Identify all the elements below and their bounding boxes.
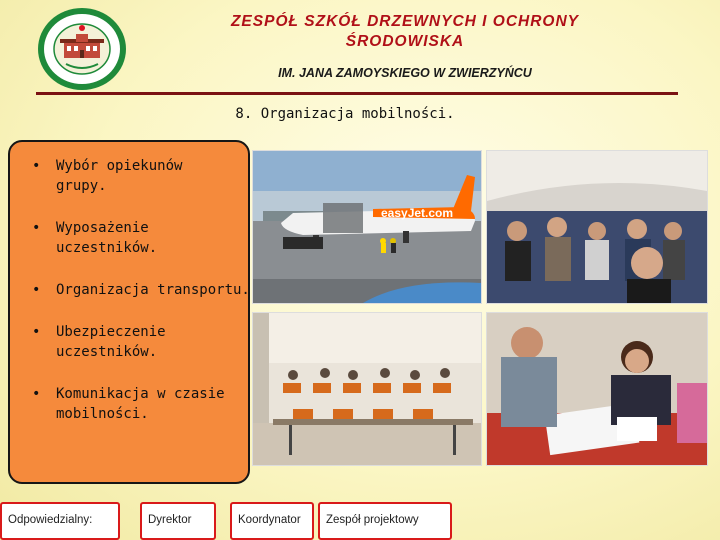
- responsible-label-button[interactable]: Odpowiedzialny:: [0, 502, 120, 540]
- topics-panel: [8, 140, 250, 484]
- photo-airplane: [252, 150, 482, 304]
- slide-subtitle: 8. Organizacja mobilności.: [235, 106, 455, 122]
- list-item-text: Wybór opiekunów grupy.: [56, 158, 183, 194]
- list-item-text: Organizacja transportu.: [56, 282, 250, 298]
- header-divider: [36, 92, 678, 95]
- list-item-text: Ubezpieczenie uczestników.: [56, 324, 166, 360]
- photo-signing-documents: [486, 312, 708, 466]
- school-logo: [36, 6, 128, 92]
- list-item: [26, 384, 240, 424]
- bullet-icon: •: [32, 158, 41, 174]
- bullet-icon: •: [32, 220, 41, 236]
- list-item: [26, 322, 240, 362]
- coordinator-button[interactable]: Koordynator: [230, 502, 314, 540]
- bullet-icon: •: [32, 282, 41, 298]
- list-item: [26, 156, 240, 196]
- list-item: [26, 218, 240, 258]
- bullet-icon: •: [32, 386, 41, 402]
- plane-livery-text: easyJet.com: [381, 206, 454, 220]
- project-team-button[interactable]: Zespół projektowy: [318, 502, 452, 540]
- photo-plane-cabin: [486, 150, 708, 304]
- photo-classroom: [252, 312, 482, 466]
- list-item: [26, 280, 262, 300]
- director-button[interactable]: Dyrektor: [140, 502, 216, 540]
- list-item-text: Wyposażenie uczestników.: [56, 220, 158, 256]
- list-item-text: Komunikacja w czasie mobilności.: [56, 386, 225, 422]
- bullet-icon: •: [32, 324, 41, 340]
- school-patron: IM. JANA ZAMOYSKIEGO W ZWIERZYŃCU: [278, 66, 532, 80]
- school-name: ZESPÓŁ SZKÓŁ DRZEWNYCH I OCHRONY ŚRODOWISKA: [230, 13, 580, 50]
